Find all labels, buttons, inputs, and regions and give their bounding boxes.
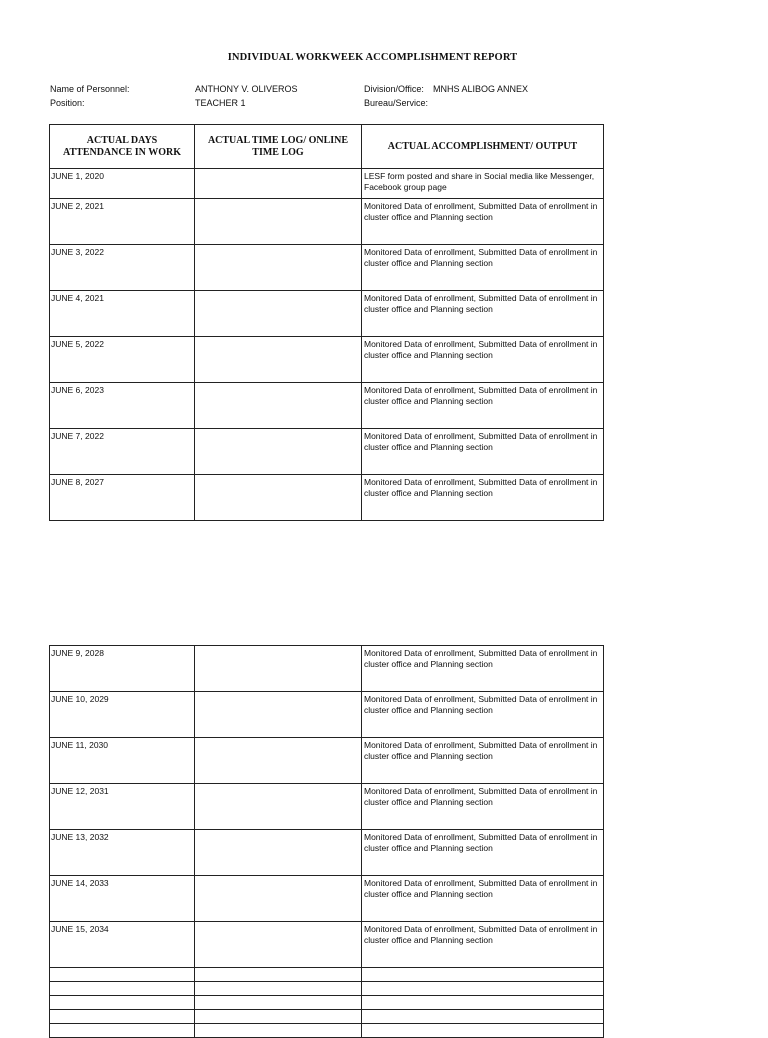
time-log-cell [195,383,362,429]
accomplishment-cell: Monitored Data of enrollment, Submitted Data of enrollment in cluster office and Planning section [362,922,604,968]
accomplishment-cell: LESF form posted and share in Social media like Messenger, Facebook group page [362,169,604,199]
date-cell: JUNE 5, 2022 [50,337,195,383]
time-log-cell [195,692,362,738]
date-cell: JUNE 2, 2021 [50,199,195,245]
accomplishment-table-page1 [49,124,604,521]
time-log-cell [195,784,362,830]
accomplishment-table-page2 [49,645,604,1038]
table-row [50,738,604,784]
table-row [50,245,604,291]
table-row [50,383,604,429]
date-cell: JUNE 13, 2032 [50,830,195,876]
time-log-cell [195,169,362,199]
accomplishment-cell: Monitored Data of enrollment, Submitted Data of enrollment in cluster office and Planning section [362,876,604,922]
accomplishment-cell: Monitored Data of enrollment, Submitted Data of enrollment in cluster office and Planning section [362,646,604,692]
date-cell: JUNE 7, 2022 [50,429,195,475]
table-row [50,692,604,738]
accomplishment-cell: Monitored Data of enrollment, Submitted Data of enrollment in cluster office and Planning section [362,784,604,830]
empty-table-row [50,1024,604,1038]
date-cell: JUNE 6, 2023 [50,383,195,429]
name-label: Name of Personnel: [50,84,130,94]
table-row [50,876,604,922]
table-row [50,830,604,876]
table-row [50,922,604,968]
bureau-label: Bureau/Service: [364,98,429,108]
time-log-cell [195,738,362,784]
table-row [50,646,604,692]
date-cell: JUNE 11, 2030 [50,738,195,784]
time-log-cell [195,876,362,922]
time-log-cell [195,830,362,876]
time-log-cell [195,646,362,692]
table-row [50,475,604,521]
report-title: INDIVIDUAL WORKWEEK ACCOMPLISHMENT REPORT [227,52,518,63]
date-cell: JUNE 12, 2031 [50,784,195,830]
accomplishment-cell: Monitored Data of enrollment, Submitted Data of enrollment in cluster office and Planning section [362,738,604,784]
empty-table-row [50,982,604,996]
date-cell: JUNE 4, 2021 [50,291,195,337]
accomplishment-cell: Monitored Data of enrollment, Submitted Data of enrollment in cluster office and Planning section [362,475,604,521]
time-log-cell [195,337,362,383]
time-log-cell [195,199,362,245]
accomplishment-cell: Monitored Data of enrollment, Submitted Data of enrollment in cluster office and Planning section [362,337,604,383]
position-value: TEACHER 1 [195,98,246,108]
position-label: Position: [50,98,85,108]
table-row [50,169,604,199]
empty-table-row [50,1010,604,1024]
header-accomplishment: ACTUAL ACCOMPLISHMENT/ OUTPUT [362,125,604,169]
date-cell: JUNE 3, 2022 [50,245,195,291]
table-row [50,199,604,245]
table-row [50,337,604,383]
table-row [50,429,604,475]
date-cell: JUNE 10, 2029 [50,692,195,738]
time-log-cell [195,245,362,291]
empty-table-row [50,996,604,1010]
empty-table-row [50,968,604,982]
table-row [50,784,604,830]
table-row [50,291,604,337]
division-value: MNHS ALIBOG ANNEX [433,84,529,94]
date-cell: JUNE 14, 2033 [50,876,195,922]
date-cell: JUNE 1, 2020 [50,169,195,199]
date-cell: JUNE 15, 2034 [50,922,195,968]
header-attendance: ACTUAL DAYS ATTENDANCE IN WORK [50,125,195,169]
date-cell: JUNE 8, 2027 [50,475,195,521]
header-time-log: ACTUAL TIME LOG/ ONLINE TIME LOG [195,125,362,169]
time-log-cell [195,922,362,968]
accomplishment-cell: Monitored Data of enrollment, Submitted Data of enrollment in cluster office and Planning section [362,830,604,876]
division-label: Division/Office: [364,84,424,94]
time-log-cell [195,475,362,521]
accomplishment-cell: Monitored Data of enrollment, Submitted Data of enrollment in cluster office and Planning section [362,199,604,245]
accomplishment-cell: Monitored Data of enrollment, Submitted Data of enrollment in cluster office and Planning section [362,692,604,738]
accomplishment-cell: Monitored Data of enrollment, Submitted Data of enrollment in cluster office and Planning section [362,291,604,337]
time-log-cell [195,429,362,475]
time-log-cell [195,291,362,337]
accomplishment-cell: Monitored Data of enrollment, Submitted Data of enrollment in cluster office and Planning section [362,383,604,429]
name-value: ANTHONY V. OLIVEROS [195,84,298,94]
date-cell: JUNE 9, 2028 [50,646,195,692]
accomplishment-cell: Monitored Data of enrollment, Submitted Data of enrollment in cluster office and Planning section [362,245,604,291]
accomplishment-cell: Monitored Data of enrollment, Submitted Data of enrollment in cluster office and Planning section [362,429,604,475]
